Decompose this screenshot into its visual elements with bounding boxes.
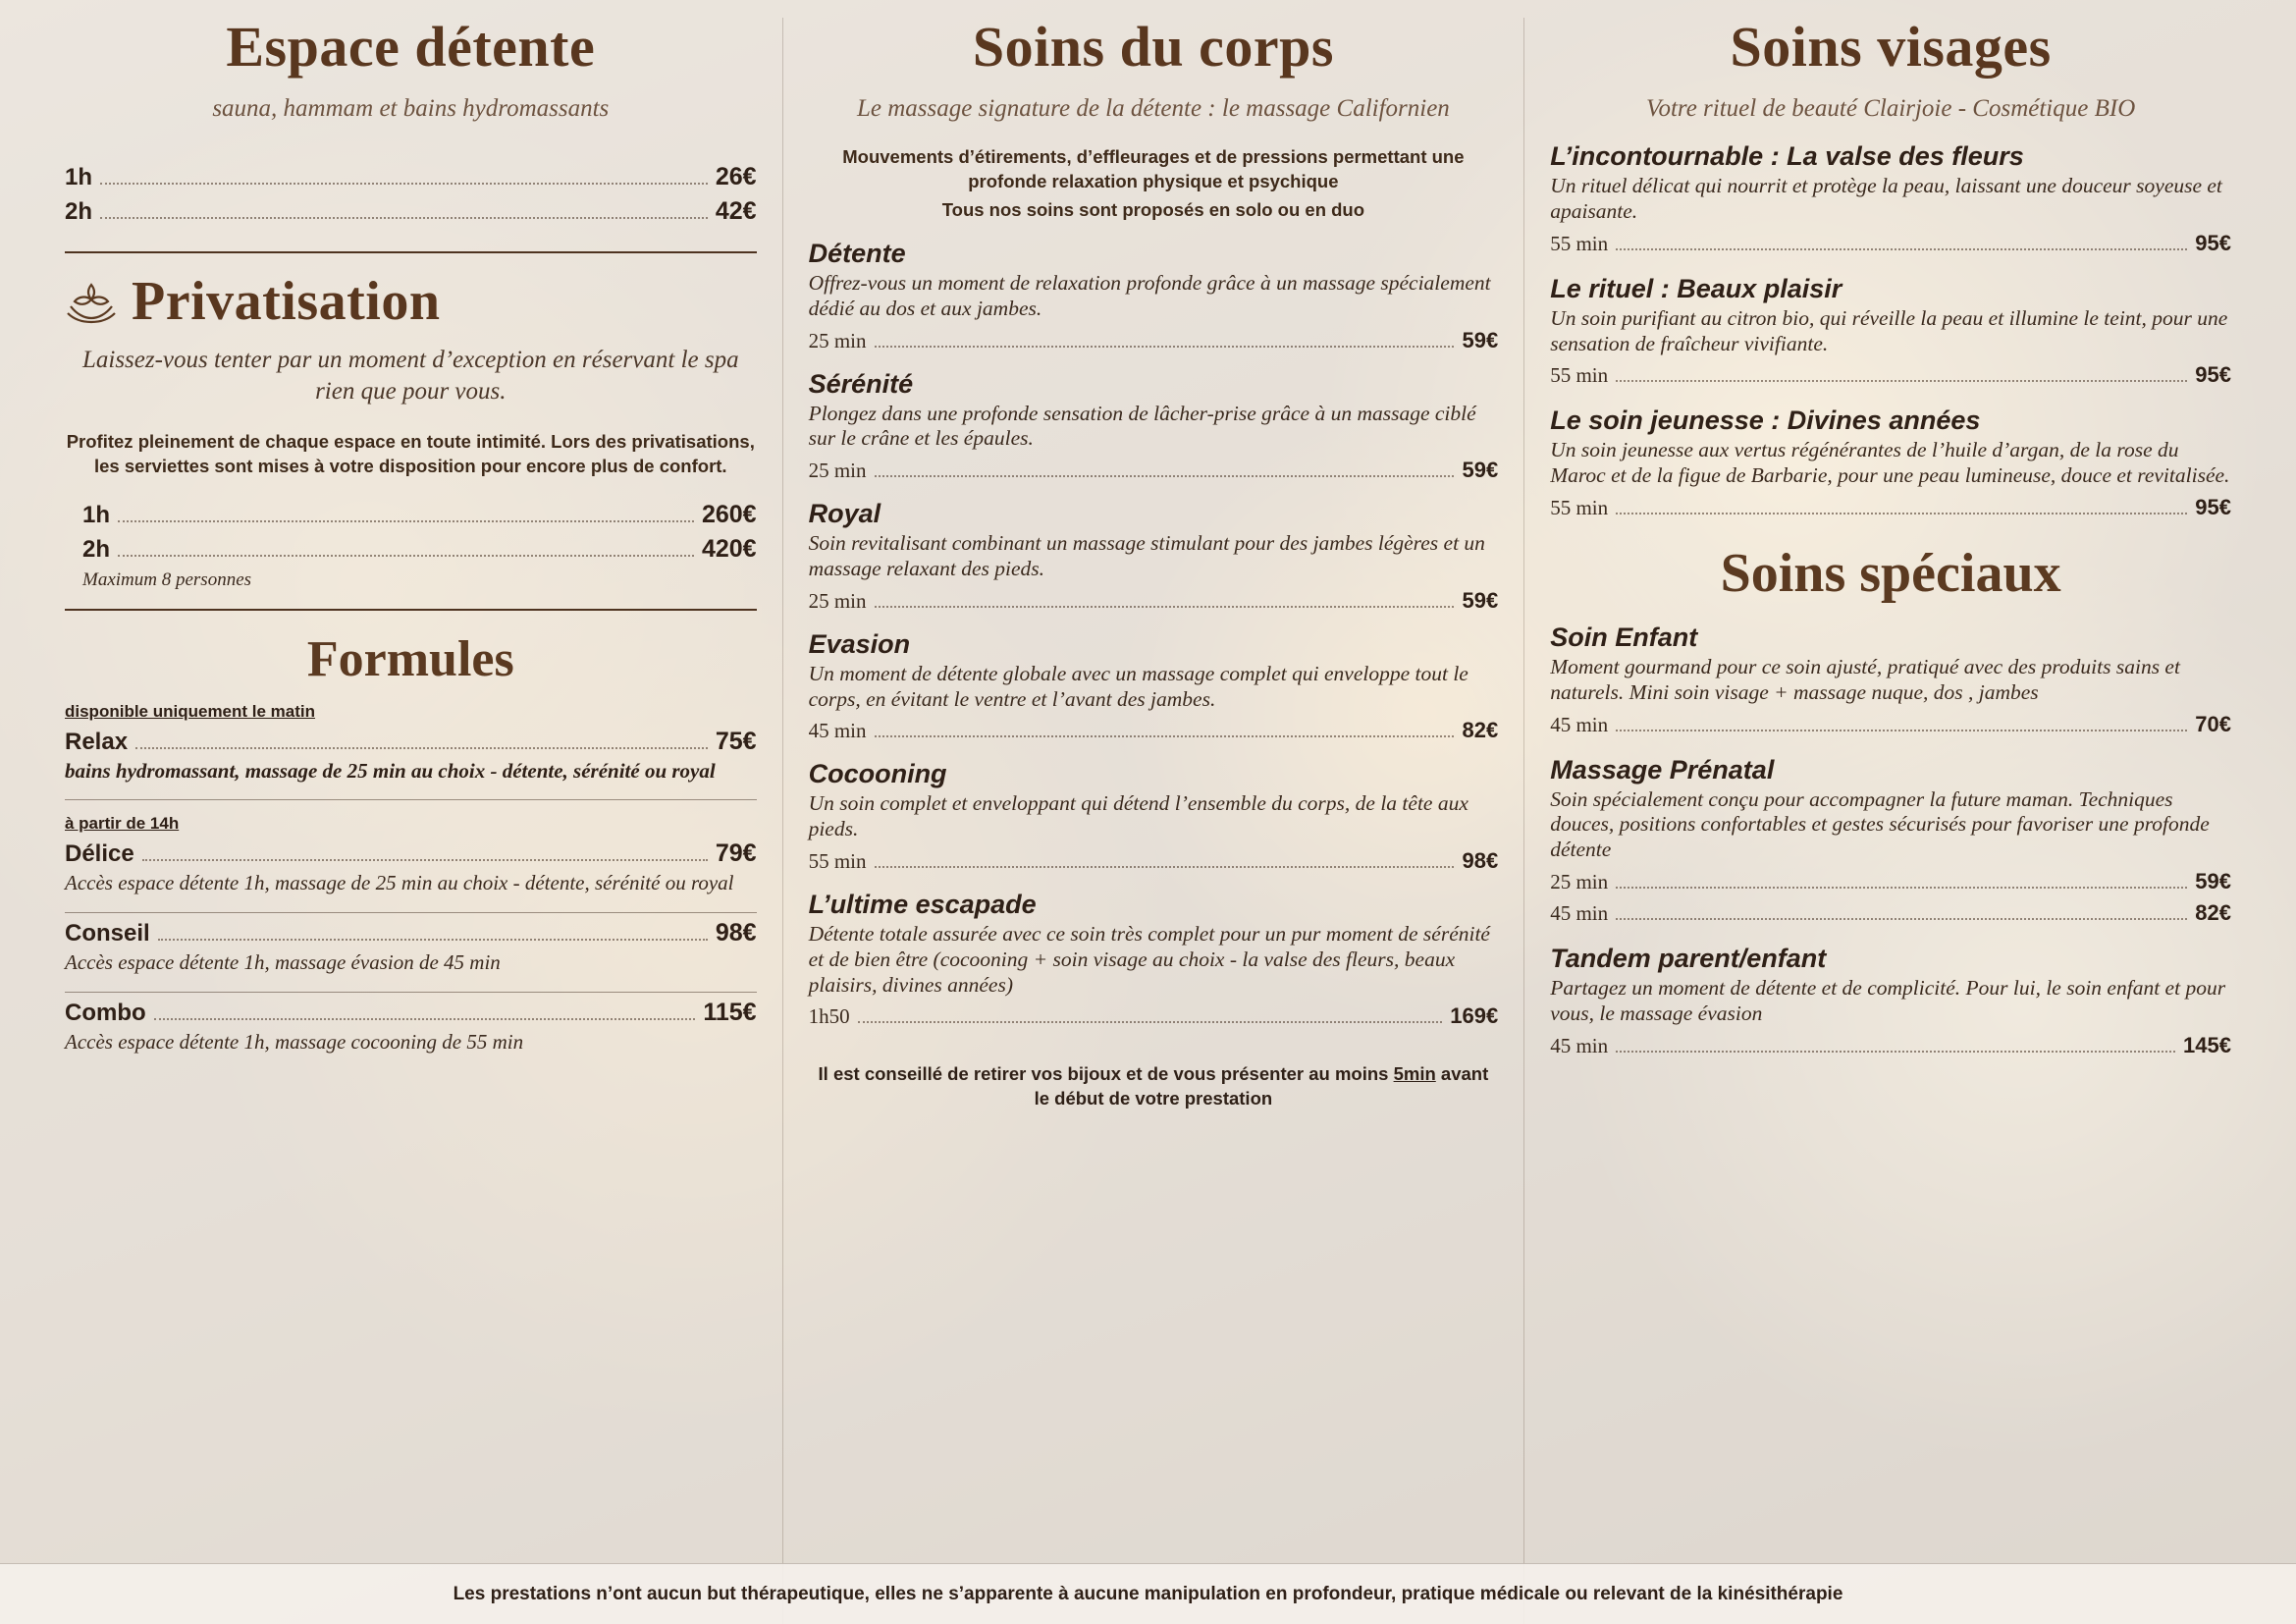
service-item [809, 759, 1499, 874]
face-service-name: L’incontournable : La valse des fleurs [1550, 141, 2024, 172]
duration-label: 45 min [1550, 900, 1609, 925]
price-row [65, 163, 757, 191]
formule-label: Combo [65, 999, 146, 1026]
special-service-name: Soin Enfant [1550, 622, 1698, 652]
price-row [809, 588, 1499, 614]
dot-leader [875, 346, 1455, 348]
duration-label: 45 min [808, 719, 867, 743]
duration-label: 45 min [1550, 1033, 1609, 1057]
price-row [809, 458, 1499, 483]
price-value: 145€ [2183, 1032, 2231, 1057]
price-row [1550, 900, 2231, 926]
jewelry-advice [809, 1062, 1499, 1111]
special-service-item [1550, 755, 2231, 926]
price-value: 260€ [701, 500, 757, 528]
special-service-desc: Moment gourmand pour ce soin ajusté, pratiqué avec des produits sains et naturels. Mini soin visage + massage nuque, dos , jambes [1550, 654, 2180, 704]
duration-label: 1h [82, 501, 111, 528]
price-value: 75€ [715, 727, 757, 755]
face-service-item [1550, 141, 2231, 256]
price-row [65, 501, 757, 529]
espace-detente-subtitle: sauna, hammam et bains hydromassants [212, 94, 610, 122]
price-value: 98€ [1462, 848, 1499, 874]
formule-label: Relax [65, 728, 129, 755]
price-value: 95€ [2195, 362, 2231, 388]
divider [65, 912, 757, 913]
privatisation-max-note: Maximum 8 personnes [82, 568, 252, 590]
face-service-item [1550, 274, 2231, 389]
duration-label: 55 min [1550, 363, 1609, 388]
dot-leader [1616, 1051, 2175, 1053]
price-value: 115€ [703, 998, 757, 1026]
service-name: Détente [808, 239, 906, 269]
service-name: Evasion [808, 628, 911, 659]
divider [65, 992, 757, 993]
service-name: L’ultime escapade [808, 890, 1037, 920]
duration-label: 25 min [808, 459, 867, 483]
special-service-name: Tandem parent/enfant [1550, 943, 1827, 973]
service-desc: Offrez-vous un moment de relaxation profonde grâce à un massage spécialement dédié au dos et aux jambes. [808, 271, 1491, 320]
price-value: 95€ [2195, 494, 2231, 519]
duration-label: 25 min [1550, 869, 1609, 893]
price-value: 98€ [715, 919, 757, 947]
price-row [809, 1003, 1499, 1029]
lotus-icon [65, 281, 118, 324]
disclaimer-text: Les prestations n’ont aucun but thérapeutique, elles ne s’apparente à aucune manipulation en profondeur, pratique médicale ou relevant de la kinésithérapie [453, 1583, 1843, 1604]
price-value: 82€ [1462, 718, 1499, 743]
price-value: 95€ [2195, 230, 2231, 255]
column-soins-visages [1524, 15, 2257, 1624]
price-row [65, 197, 757, 226]
duration-label: 25 min [808, 588, 867, 613]
soins-corps-title: Soins du corps [972, 15, 1334, 79]
price-row [1550, 231, 2231, 256]
service-item [809, 499, 1499, 614]
formule-label: Délice [65, 840, 134, 868]
dot-leader [858, 1021, 1443, 1023]
price-value: 169€ [1450, 1003, 1499, 1029]
advice-minutes: 5min [1393, 1063, 1436, 1085]
price-value: 42€ [715, 197, 757, 226]
formule-row [65, 999, 757, 1027]
price-row [1550, 362, 2231, 388]
face-service-desc: Un soin jeunesse aux vertus régénérantes de l’huile d’argan, de la rose du Maroc et de la figue de Barbarie, pour une peau lumineuse, douce et revitalisée. [1550, 438, 2230, 488]
disclaimer-bar [0, 1563, 2296, 1624]
formule-desc: bains hydromassant, massage de 25 min au choix - détente, sérénité ou royal [65, 758, 716, 783]
special-service-desc: Partagez un moment de détente et de complicité. Pour lui, le soin enfant et pour vous, le massage évasion [1550, 975, 2226, 1025]
service-desc: Détente totale assurée avec ce soin très complet pour un pur moment de sérénité et de bien être (cocooning + soin visage au choix - la valse des fleurs, beaux plaisirs, divines années) [808, 922, 1490, 997]
dot-leader [875, 606, 1455, 608]
soins-visages-title: Soins visages [1730, 15, 2052, 79]
formule-row [65, 728, 757, 756]
privatisation-title: Privatisation [132, 271, 441, 333]
dot-leader [875, 475, 1455, 477]
price-value: 26€ [715, 163, 757, 191]
dot-leader [154, 1018, 696, 1020]
duration-label: 1h [65, 164, 93, 191]
face-service-name: Le rituel : Beaux plaisir [1550, 273, 1842, 303]
service-name: Sérénité [808, 368, 914, 399]
formule-row [65, 839, 757, 868]
price-value: 82€ [2195, 899, 2231, 925]
dot-leader [158, 939, 708, 941]
special-service-item [1550, 623, 2231, 737]
dot-leader [875, 735, 1455, 737]
special-service-name: Massage Prénatal [1550, 754, 1775, 785]
price-row [809, 718, 1499, 743]
formules-afternoon-tag: à partir de 14h [65, 814, 180, 834]
dot-leader [1616, 918, 2187, 920]
formules-title: Formules [306, 630, 514, 687]
divider [65, 251, 757, 253]
formule-desc: Accès espace détente 1h, massage évasion de 45 min [65, 950, 501, 975]
divider [65, 609, 757, 611]
duration-label: 1h50 [808, 1004, 850, 1029]
price-row [809, 848, 1499, 874]
soins-corps-subtitle: Le massage signature de la détente : le massage Californien [856, 94, 1450, 122]
soins-corps-note-2: Tous nos soins sont proposés en solo ou en duo [941, 199, 1365, 221]
service-desc: Plongez dans une profonde sensation de lâcher-prise grâce à un massage ciblé sur le crâne et les épaules. [808, 401, 1476, 451]
formule-desc: Accès espace détente 1h, massage de 25 min au choix - détente, sérénité ou royal [65, 871, 734, 895]
face-service-item [1550, 406, 2231, 520]
price-row [1550, 1033, 2231, 1058]
formule-desc: Accès espace détente 1h, massage cocooning de 55 min [65, 1029, 524, 1054]
advice-text-pre: Il est conseillé de retirer vos bijoux et de vous présenter au moins [818, 1063, 1394, 1085]
formule-row [65, 919, 757, 947]
soins-corps-note: Mouvements d’étirements, d’effleurages et de pressions permettant une profonde relaxation physique et psychique [842, 146, 1465, 192]
dot-leader [118, 520, 694, 522]
price-row [809, 328, 1499, 353]
duration-label: 2h [65, 198, 93, 226]
duration-label: 55 min [1550, 231, 1609, 255]
duration-label: 45 min [1550, 712, 1609, 736]
duration-label: 2h [82, 535, 111, 563]
privatisation-header [65, 273, 757, 331]
price-value: 59€ [1462, 458, 1499, 483]
face-service-name: Le soin jeunesse : Divines années [1550, 406, 1981, 436]
page-title: Espace détente [226, 15, 596, 79]
dot-leader [1616, 887, 2187, 889]
service-item [809, 369, 1499, 484]
dot-leader [1616, 248, 2187, 250]
dot-leader [875, 866, 1455, 868]
privatisation-intro: Laissez-vous tenter par un moment d’exception en réservant le spa rien que pour vous. [81, 346, 739, 406]
column-soins-du-corps [782, 15, 1525, 1624]
price-value: 59€ [1462, 587, 1499, 613]
privatisation-note: Profitez pleinement de chaque espace en toute intimité. Lors des privatisations, les serviettes sont mises à votre disposition pour encore plus de confort. [66, 430, 755, 476]
price-value: 70€ [2195, 711, 2231, 736]
dot-leader [100, 217, 708, 219]
face-service-desc: Un rituel délicat qui nourrit et protège la peau, laissant une douceur soyeuse et apaisante. [1550, 174, 2222, 223]
price-value: 79€ [715, 839, 757, 868]
soins-visages-subtitle: Votre rituel de beauté Clairjoie - Cosmétique BIO [1645, 94, 2136, 122]
price-value: 59€ [2195, 868, 2231, 893]
dot-leader [100, 183, 708, 185]
service-item [809, 629, 1499, 744]
dot-leader [118, 555, 694, 557]
service-item [809, 239, 1499, 353]
dot-leader [142, 859, 708, 861]
soins-speciaux-title: Soins spéciaux [1720, 542, 2061, 604]
duration-label: 55 min [808, 849, 867, 874]
duration-label: 55 min [1550, 495, 1609, 519]
price-row [1550, 869, 2231, 894]
dot-leader [1616, 380, 2187, 382]
service-desc: Un soin complet et enveloppant qui détend l’ensemble du corps, de la tête aux pieds. [808, 791, 1468, 841]
advice-text-post: avant le début de votre prestation [1034, 1063, 1489, 1110]
price-row [65, 535, 757, 564]
service-name: Cocooning [808, 759, 947, 789]
formule-label: Conseil [65, 920, 150, 947]
service-name: Royal [808, 499, 881, 529]
dot-leader [1616, 513, 2187, 514]
special-service-desc: Soin spécialement conçu pour accompagner la future maman. Techniques douces, positions confortables et gestes sécurisés pour favoriser une profonde détente [1550, 786, 2210, 862]
service-item [809, 890, 1499, 1029]
service-desc: Un moment de détente globale avec un massage complet qui enveloppe tout le corps, en évitant le ventre et l’avant des jambes. [808, 661, 1468, 711]
formules-morning-tag: disponible uniquement le matin [65, 701, 316, 721]
price-value: 420€ [701, 534, 757, 563]
price-row [1550, 495, 2231, 520]
dot-leader [1616, 730, 2187, 731]
price-row [1550, 712, 2231, 737]
duration-label: 25 min [808, 328, 867, 352]
dot-leader [135, 747, 708, 749]
divider [65, 799, 757, 800]
column-espace-detente [39, 15, 782, 1624]
price-value: 59€ [1462, 327, 1499, 352]
special-service-item [1550, 944, 2231, 1058]
service-desc: Soin revitalisant combinant un massage stimulant pour des jambes légères et un massage relaxant des pieds. [808, 531, 1485, 581]
face-service-desc: Un soin purifiant au citron bio, qui réveille la peau et illumine le teint, pour une sensation de fraîcheur vivifiante. [1550, 305, 2228, 355]
